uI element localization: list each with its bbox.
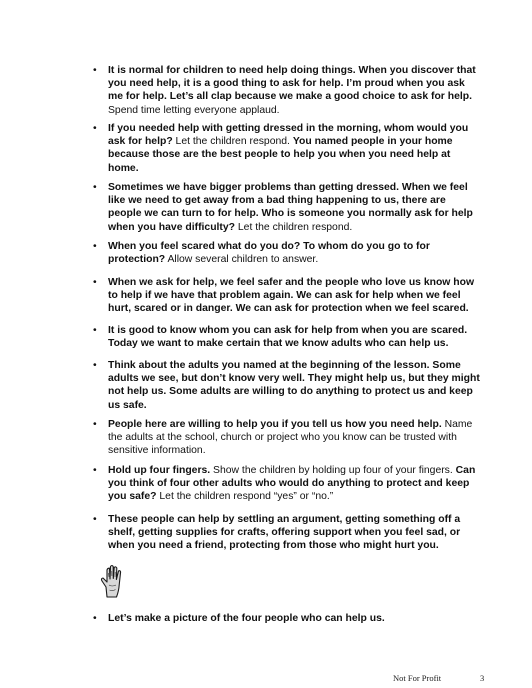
list-item [93, 276, 480, 316]
item-text: Let the children respond. [235, 221, 353, 233]
bullet-dot: • [93, 360, 97, 371]
item-text-bold: Hold up four fingers. [108, 465, 211, 476]
list-item [93, 513, 480, 553]
list-item [93, 612, 480, 625]
item-text-bold: Sometimes we have bigger problems than getting dressed. When we feel like we need to get away from a bad thing happening to us, there are people we can turn to for help. Who is someone you normally ask for help when you have difficulty? [108, 182, 473, 233]
item-text-bold: Think about the adults you named at the beginning of the lesson. Some adults we see, but don’t know very well. They might help us, but they might not help us. Some adults are willing to do anything to protect us and keep us safe. [108, 360, 480, 411]
list-item [93, 464, 480, 504]
list-item [93, 181, 480, 234]
item-text-bold: It is good to know whom you can ask for help from when you are scared. Today we want to make certain that we know adults who can help us. [108, 325, 468, 350]
item-text: Spend time letting everyone applaud. [108, 104, 280, 116]
list-item [93, 64, 480, 117]
bullet-dot: • [93, 241, 97, 252]
item-text-bold: People here are willing to help you if you tell us how you need help. [108, 419, 442, 430]
item-text-bold: Let’s make a picture of the four people who can help us. [108, 613, 385, 624]
bullet-dot: • [93, 419, 97, 430]
item-text-bold: If you needed help with getting dressed in the morning, whom would you ask for help? [108, 123, 469, 148]
bullet-dot: • [93, 182, 97, 193]
bullet-dot: • [93, 514, 97, 525]
item-text: Show the children by holding up four of your fingers. [210, 465, 456, 476]
item-text: Let the children respond “yes” or “no.” [156, 491, 334, 503]
list-item [93, 240, 480, 266]
bullet-dot: • [93, 123, 97, 134]
page-number: 3 [480, 673, 485, 683]
item-text-bold: Can you think of four other adults who would do anything to protect and keep you safe? [108, 465, 476, 503]
item-text-bold: You named people in your home because those are the best people to help you when you need help at home. [108, 136, 453, 174]
raised-hand-icon [99, 563, 127, 599]
bullet-dot: • [93, 465, 97, 476]
item-text: Name the adults at the school, church or project who you know can be trusted with sensitive information. [108, 419, 473, 457]
footer-note: Not For Profit [393, 673, 442, 683]
item-text: Allow several children to answer. [165, 254, 319, 266]
bullet-dot: • [93, 277, 97, 288]
item-text-bold: These people can help by settling an argument, getting something off a shelf, getting supplies for crafts, offering support when you feel sad, or when you need a friend, protecting from those who might hurt you. [108, 514, 461, 552]
item-text-bold: When we ask for help, we feel safer and the people who love us know how to help if we have that problem again. We can ask for help when we feel hurt, scared or in danger. We can ask for protection when we feel scared. [108, 277, 475, 315]
item-text-bold: It is normal for children to need help doing things. When you discover that you need help, it is a good thing to ask for help. I’m proud when you ask me for help. Let’s all clap because we make a good choice to ask for help. [108, 65, 476, 103]
bullet-dot: • [93, 325, 97, 336]
list-item [93, 418, 480, 458]
list-item [93, 359, 480, 412]
item-text: Let the children respond. [172, 136, 293, 148]
bullet-dot: • [93, 65, 97, 76]
list-item [93, 122, 480, 175]
bullet-dot: • [93, 613, 97, 624]
item-text-bold: When you feel scared what do you do? To whom do you go to for protection? [108, 241, 430, 266]
list-item [93, 324, 480, 350]
